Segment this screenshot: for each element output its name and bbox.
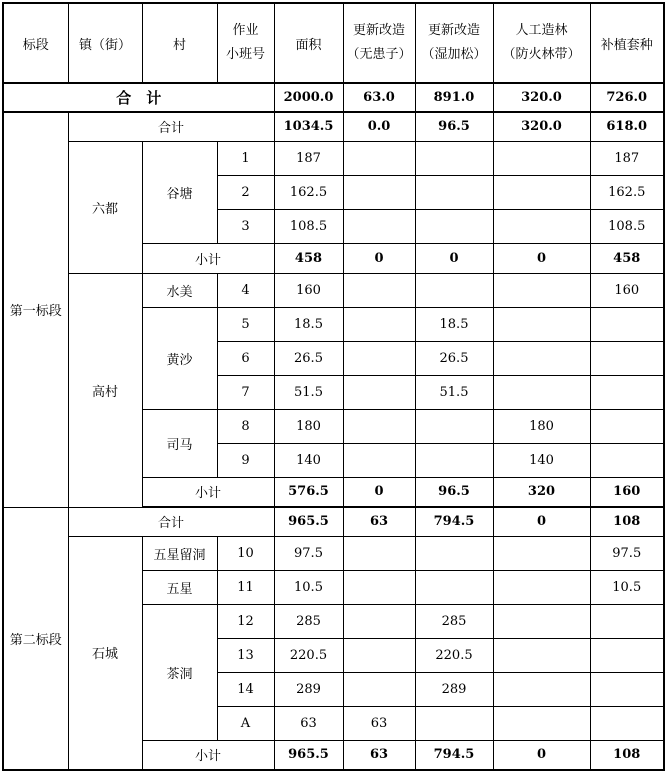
replant-cell: 458 [590,243,664,273]
subclass-no-cell: 1 [217,141,274,175]
village-cell: 茶洞 [142,604,217,740]
soapberry-cell: 63 [343,706,415,740]
firebreak-cell [493,141,590,175]
replant-cell: 97.5 [590,536,664,570]
replant-cell [590,341,664,375]
firebreak-cell: 140 [493,443,590,477]
header-pine-line2: （湿加松） [421,47,487,62]
firebreak-cell [493,604,590,638]
pine-cell: 51.5 [415,375,493,409]
village-cell: 黄沙 [142,307,217,409]
soapberry-cell [343,175,415,209]
area-cell: 160 [274,273,343,307]
village-cell: 水美 [142,273,217,307]
subclass-no-cell: 14 [217,672,274,706]
area-cell: 576.5 [274,477,343,507]
area-cell: 140 [274,443,343,477]
replant-cell [590,443,664,477]
subclass-no-cell: 7 [217,375,274,409]
pine-cell [415,570,493,604]
area-cell: 220.5 [274,638,343,672]
replant-cell: 10.5 [590,570,664,604]
subtotal-label-cell: 小计 [142,740,274,770]
soapberry-cell: 63 [343,507,415,536]
firebreak-cell [493,570,590,604]
area-cell: 108.5 [274,209,343,243]
soapberry-cell [343,536,415,570]
replant-cell: 160 [590,273,664,307]
grand-total-row [3,83,664,112]
section-total-label-cell: 合计 [68,507,274,536]
area-cell: 51.5 [274,375,343,409]
subclass-no-cell: 10 [217,536,274,570]
subtotal-label-cell: 小计 [142,477,274,507]
forestry-statistics-table [2,2,665,771]
soapberry-cell [343,273,415,307]
subclass-no-cell: 12 [217,604,274,638]
firebreak-cell [493,706,590,740]
area-cell: 187 [274,141,343,175]
table-row [3,141,664,175]
replant-cell: 187 [590,141,664,175]
pine-cell: 891.0 [415,83,493,112]
soapberry-cell [343,443,415,477]
subtotal-label-cell: 小计 [142,243,274,273]
replant-cell [590,706,664,740]
header-cell-town: 镇（街） [68,3,142,83]
section-total-label-cell: 合计 [68,112,274,141]
grand-total-label-cell: 合 计 [3,83,274,112]
pine-cell [415,706,493,740]
firebreak-cell: 0 [493,507,590,536]
replant-cell: 108 [590,740,664,770]
soapberry-cell [343,604,415,638]
table-row [3,536,664,570]
soapberry-cell: 63.0 [343,83,415,112]
area-cell: 285 [274,604,343,638]
town-cell: 石城 [68,536,142,770]
pine-cell [415,175,493,209]
header-firebreak-line1: 人工造林 [515,23,568,38]
subclass-no-cell: 5 [217,307,274,341]
header-cell-area: 面积 [274,3,343,83]
firebreak-cell: 0 [493,243,590,273]
subclass-no-cell: 13 [217,638,274,672]
soapberry-cell [343,375,415,409]
firebreak-cell [493,209,590,243]
firebreak-cell: 320.0 [493,112,590,141]
header-firebreak-line2: （防火林带） [502,47,581,62]
replant-cell: 162.5 [590,175,664,209]
subclass-no-cell: 4 [217,273,274,307]
replant-cell [590,409,664,443]
header-cell-soapberry [343,3,415,83]
header-subclass-line2: 小班号 [225,47,265,62]
header-cell-firebreak [493,3,590,83]
replant-cell: 108.5 [590,209,664,243]
pine-cell: 0 [415,243,493,273]
header-pine-line1: 更新改造 [427,23,480,38]
subclass-no-cell: 3 [217,209,274,243]
pine-cell: 289 [415,672,493,706]
pine-cell [415,209,493,243]
area-cell: 97.5 [274,536,343,570]
replant-cell [590,307,664,341]
firebreak-cell: 0 [493,740,590,770]
pine-cell: 220.5 [415,638,493,672]
replant-cell: 108 [590,507,664,536]
header-cell-section: 标段 [3,3,68,83]
pine-cell: 794.5 [415,507,493,536]
firebreak-cell [493,672,590,706]
header-soapberry-line1: 更新改造 [352,23,405,38]
soapberry-cell [343,141,415,175]
village-cell: 五星 [142,570,217,604]
soapberry-cell [343,672,415,706]
pine-cell [415,409,493,443]
replant-cell [590,604,664,638]
pine-cell: 96.5 [415,477,493,507]
header-cell-replant: 补植套种 [590,3,664,83]
replant-cell [590,638,664,672]
replant-cell [590,672,664,706]
town-cell: 高村 [68,273,142,507]
pine-cell: 96.5 [415,112,493,141]
soapberry-cell [343,409,415,443]
subclass-no-cell: 8 [217,409,274,443]
header-row [3,3,664,83]
subclass-no-cell: 2 [217,175,274,209]
soapberry-cell [343,341,415,375]
pine-cell [415,273,493,307]
firebreak-cell: 320 [493,477,590,507]
header-cell-village: 村 [142,3,217,83]
pine-cell: 285 [415,604,493,638]
firebreak-cell [493,638,590,672]
area-cell: 458 [274,243,343,273]
area-cell: 162.5 [274,175,343,209]
area-cell: 2000.0 [274,83,343,112]
village-cell: 五星留洞 [142,536,217,570]
subclass-no-cell: 11 [217,570,274,604]
subclass-no-cell: A [217,706,274,740]
soapberry-cell: 0 [343,243,415,273]
header-cell-subclass [217,3,274,83]
pine-cell [415,536,493,570]
firebreak-cell [493,341,590,375]
pine-cell: 794.5 [415,740,493,770]
village-cell: 谷塘 [142,141,217,243]
pine-cell: 26.5 [415,341,493,375]
soapberry-cell: 0.0 [343,112,415,141]
firebreak-cell [493,536,590,570]
soapberry-cell: 0 [343,477,415,507]
area-cell: 63 [274,706,343,740]
section1-total-row [3,112,664,141]
replant-cell [590,375,664,409]
soapberry-cell [343,307,415,341]
area-cell: 965.5 [274,740,343,770]
header-cell-pine [415,3,493,83]
subclass-no-cell: 6 [217,341,274,375]
section2-total-row [3,507,664,536]
town-cell: 六都 [68,141,142,273]
replant-cell: 160 [590,477,664,507]
area-cell: 18.5 [274,307,343,341]
area-cell: 965.5 [274,507,343,536]
firebreak-cell [493,375,590,409]
soapberry-cell: 63 [343,740,415,770]
area-cell: 10.5 [274,570,343,604]
replant-cell: 726.0 [590,83,664,112]
village-cell: 司马 [142,409,217,477]
table-row [3,273,664,307]
area-cell: 289 [274,672,343,706]
pine-cell [415,141,493,175]
firebreak-cell [493,273,590,307]
section-cell: 第二标段 [3,507,68,770]
firebreak-cell [493,307,590,341]
firebreak-cell: 320.0 [493,83,590,112]
header-subclass-line1: 作业 [232,23,259,38]
pine-cell: 18.5 [415,307,493,341]
area-cell: 180 [274,409,343,443]
replant-cell: 618.0 [590,112,664,141]
section-cell: 第一标段 [3,112,68,507]
area-cell: 1034.5 [274,112,343,141]
area-cell: 26.5 [274,341,343,375]
soapberry-cell [343,638,415,672]
soapberry-cell [343,570,415,604]
header-soapberry-line2: （无患子） [346,47,412,62]
subclass-no-cell: 9 [217,443,274,477]
pine-cell [415,443,493,477]
soapberry-cell [343,209,415,243]
firebreak-cell: 180 [493,409,590,443]
firebreak-cell [493,175,590,209]
